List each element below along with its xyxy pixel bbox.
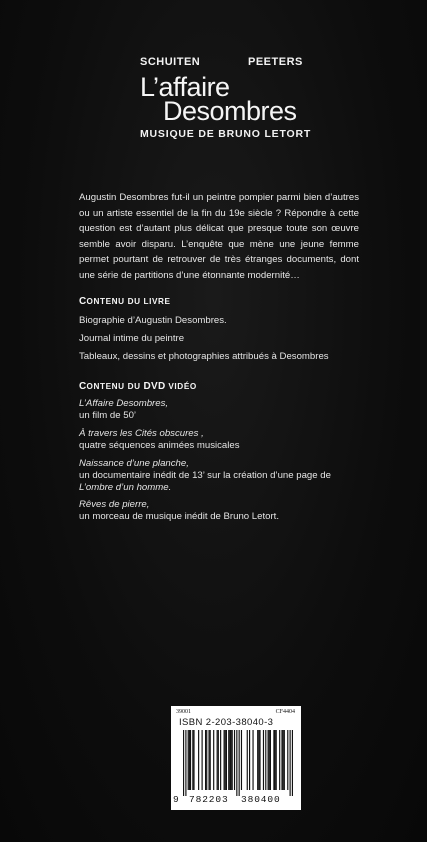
book-heading-initial: C (79, 296, 87, 307)
barcode-bar (198, 730, 199, 790)
barcode-bar (292, 730, 293, 796)
barcode-bar (190, 730, 191, 790)
barcode-bar (234, 730, 235, 790)
dvd-item-title: Naissance d’une planche, (79, 458, 189, 469)
barcode-bar (217, 730, 218, 790)
dvd-item-desc: un film de 50’ (79, 410, 137, 421)
dvd-heading-initial: C (79, 381, 87, 392)
synopsis-text: Augustin Desombres fut-il un peintre pompier parmi bien d’autres ou un artiste essentiel de la fin du 19e siècle ? Répondre à cette question est d’autant plus délicat que presque toute son œuvre semble avoir disparu. L’enquête que mène une jeune femme permet pourtant de retrouver de très étranges documents, dont une série de partitions d’une étonnante modernité… (79, 192, 359, 281)
book-item: Journal intime du peintre (79, 333, 185, 344)
price-code: 39001 (176, 709, 191, 715)
barcode-bar (228, 730, 229, 790)
barcode-bar (236, 730, 237, 796)
barcode-bar (230, 730, 231, 790)
dvd-heading-dvd: DVD (143, 381, 166, 392)
barcode-label (171, 706, 301, 810)
barcode-bar (269, 730, 270, 790)
barcode-bar (259, 730, 260, 790)
barcode-bar (229, 730, 230, 790)
dvd-heading-rest: VIDÉO (165, 382, 197, 391)
title-line-1: L’affaire (140, 72, 230, 102)
barcode-bar (185, 730, 186, 796)
barcode-bar (189, 730, 190, 790)
barcode-bar (273, 730, 274, 790)
barcode-bar (263, 730, 264, 790)
barcode-bar (284, 730, 285, 790)
barcode-bar (192, 730, 193, 790)
isbn: ISBN 2-203-38040-3 (179, 717, 274, 728)
barcode-bar (224, 730, 225, 790)
barcode-bar (206, 730, 207, 790)
ean-digits-right: 380400 (241, 794, 281, 805)
dvd-item-title: Rêves de pierre, (79, 499, 150, 510)
book-item: Biographie d’Augustin Desombres. (79, 315, 227, 326)
dvd-contents-heading (79, 381, 197, 392)
dvd-heading-mid: ONTENU DU (86, 382, 144, 391)
barcode-bar (252, 730, 253, 790)
barcode-bar (247, 730, 248, 790)
barcode-bar (257, 730, 258, 790)
barcode-bar (270, 730, 271, 790)
barcode-bar (287, 730, 288, 790)
barcode-bar (205, 730, 206, 790)
barcode-bar (265, 730, 266, 790)
barcode-bar (283, 730, 284, 790)
dvd-item-desc-italic: L’ombre d’un homme. (79, 482, 172, 493)
barcode-bar (268, 730, 269, 790)
barcode-bar (220, 730, 221, 790)
ean-digits-left: 782203 (189, 794, 229, 805)
barcode-bar (249, 730, 250, 790)
dvd-item-title: L’Affaire Desombres, (79, 398, 169, 409)
music-credit: MUSIQUE DE BRUNO LETORT (140, 128, 312, 140)
barcode-bar (226, 730, 227, 790)
barcode-bar (202, 730, 203, 790)
barcode-bar (225, 730, 226, 790)
book-item: Tableaux, dessins et photographies attribués à Desombres (79, 351, 329, 362)
barcode-bar (274, 730, 275, 790)
barcode-bar (276, 730, 277, 790)
barcode-bar (188, 730, 189, 790)
synopsis (79, 190, 359, 284)
author-peeters: PEETERS (248, 56, 303, 68)
title-line-2: Desombres (163, 96, 297, 126)
barcode-bar (239, 730, 240, 796)
barcode-bar (218, 730, 219, 790)
dvd-item-desc: un morceau de musique inédit de Bruno Letort. (79, 511, 279, 522)
barcode-bar (193, 730, 194, 790)
barcode-bar (258, 730, 259, 790)
barcode-bar (279, 730, 280, 790)
barcode-bar (183, 730, 184, 796)
barcode-bars (183, 730, 293, 796)
dvd-item-desc: un documentaire inédit de 13’ sur la création d’une page de (79, 470, 331, 481)
book-heading-rest: ONTENU DU LIVRE (86, 297, 171, 306)
dvd-item-title: À travers les Cités obscures , (79, 428, 204, 439)
barcode-bar (232, 730, 233, 790)
barcode-bar (290, 730, 291, 796)
barcode-bar (241, 730, 242, 790)
dvd-item-desc: quatre séquences animées musicales (79, 440, 240, 451)
author-schuiten: SCHUITEN (140, 56, 201, 68)
book-contents-heading (79, 296, 171, 307)
product-code: CF4404 (275, 709, 295, 715)
barcode-bar (213, 730, 214, 790)
ean-first-digit: 9 (173, 794, 179, 805)
barcode-bar (210, 730, 211, 790)
barcode-bar (281, 730, 282, 790)
barcode-bar (208, 730, 209, 790)
